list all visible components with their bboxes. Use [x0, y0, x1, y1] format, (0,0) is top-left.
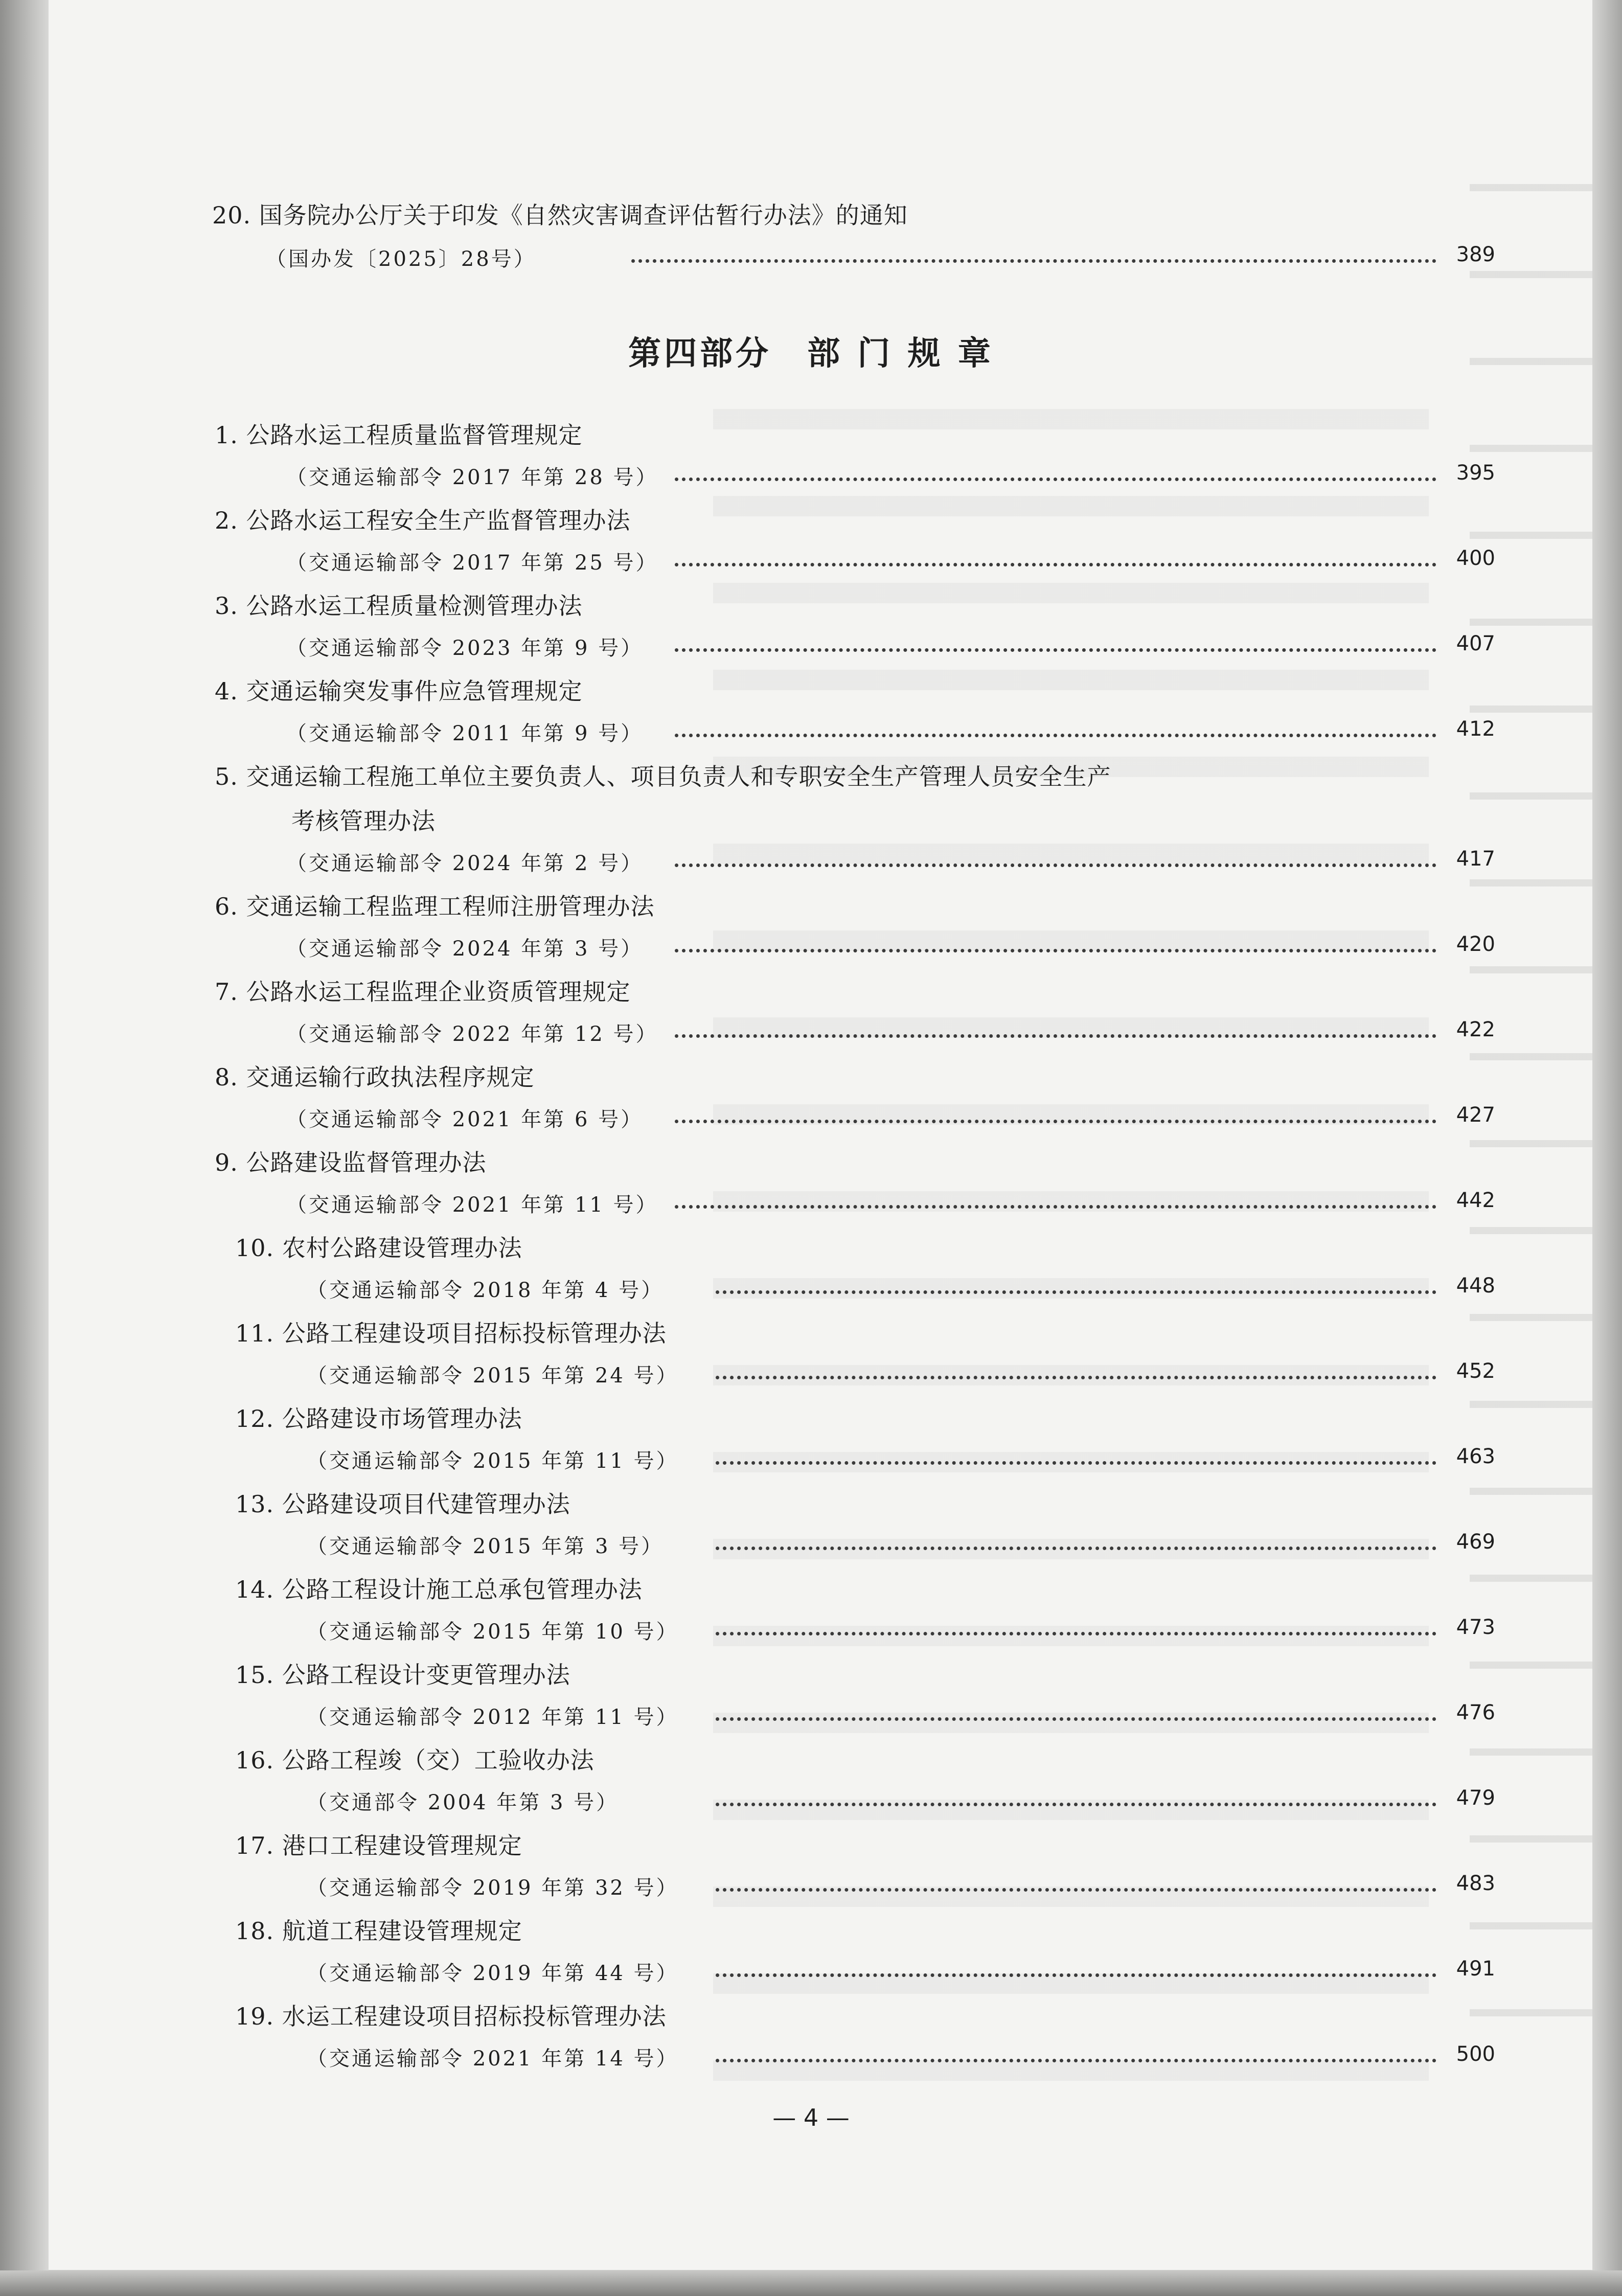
toc-entry-title: 18. 航道工程建设管理规定: [235, 1917, 522, 1945]
toc-page-number: 469: [1456, 1530, 1495, 1554]
toc-leader-dots: [716, 1461, 1436, 1465]
toc-leader-dots: [675, 949, 1436, 952]
toc-page-number: 476: [1456, 1701, 1495, 1724]
toc-entry-doc-number: （交通运输部令 2017 年第 28 号）: [286, 466, 658, 489]
toc-entry-title: 3. 公路水运工程质量检测管理办法: [215, 592, 583, 620]
scan-shadow-bottom: [0, 2270, 1622, 2296]
toc-page-number: 463: [1456, 1445, 1495, 1468]
toc-entry-title: 17. 港口工程建设管理规定: [235, 1832, 522, 1859]
toc-entry-title: 20. 国务院办公厅关于印发《自然灾害调查评估暂行办法》的通知: [212, 201, 908, 229]
toc-entry-title: 1. 公路水运工程质量监督管理规定: [215, 421, 583, 449]
toc-entry-doc-number: （交通运输部令 2012 年第 11 号）: [307, 1706, 679, 1729]
toc-entry-title: 5. 交通运输工程施工单位主要负责人、项目负责人和专职安全生产管理人员安全生产: [215, 763, 1111, 790]
toc-entry-title: 6. 交通运输工程监理工程师注册管理办法: [215, 893, 655, 920]
toc-leader-dots: [675, 478, 1436, 481]
toc-page-number: 412: [1456, 717, 1495, 741]
toc-entry-doc-number: （交通运输部令 2015 年第 24 号）: [307, 1364, 679, 1388]
toc-page-number: 500: [1456, 2042, 1495, 2066]
toc-leader-dots: [631, 259, 1436, 263]
toc-entry-title: 12. 公路建设市场管理办法: [235, 1405, 522, 1433]
toc-leader-dots: [716, 1290, 1436, 1294]
toc-entry-doc-number: （交通运输部令 2021 年第 6 号）: [286, 1108, 644, 1131]
toc-page-number: 400: [1456, 547, 1495, 570]
toc-leader-dots: [675, 1120, 1436, 1123]
toc-entry-title: 19. 水运工程建设项目招标投标管理办法: [235, 2003, 667, 2030]
toc-leader-dots: [675, 1205, 1436, 1209]
toc-page-number: 473: [1456, 1616, 1495, 1639]
toc-leader-dots: [716, 2059, 1436, 2062]
toc-entry-doc-number: （交通运输部令 2015 年第 11 号）: [307, 1449, 679, 1473]
toc-entry-title: 8. 交通运输行政执法程序规定: [215, 1063, 535, 1091]
toc-entry-doc-number: （交通运输部令 2019 年第 44 号）: [307, 1962, 679, 1985]
toc-entry-doc-number: （交通运输部令 2024 年第 3 号）: [286, 937, 644, 961]
toc-entry-title-continued: 考核管理办法: [291, 807, 436, 835]
toc-entry-doc-number: （交通运输部令 2017 年第 25 号）: [286, 551, 658, 575]
toc-entry-title: 13. 公路建设项目代建管理办法: [235, 1490, 570, 1518]
toc-entry-doc-number: （交通运输部令 2023 年第 9 号）: [286, 636, 644, 660]
toc-entry-title: 14. 公路工程设计施工总承包管理办法: [235, 1576, 643, 1603]
section-heading: 第四部分 部 门 规 章: [628, 335, 994, 373]
toc-leader-dots: [675, 734, 1436, 737]
toc-leader-dots: [716, 1632, 1436, 1635]
toc-entry-doc-number: （国办发〔2025〕28号）: [266, 247, 536, 271]
toc-page-number: 422: [1456, 1018, 1495, 1041]
toc-entry-doc-number: （交通运输部令 2024 年第 2 号）: [286, 852, 644, 875]
toc-entry-title: 11. 公路工程建设项目招标投标管理办法: [235, 1320, 667, 1347]
bleed-through-texture-faint: [713, 409, 1429, 2096]
toc-leader-dots: [716, 1803, 1436, 1806]
page-footer-number: — 4 —: [772, 2104, 850, 2131]
toc-entry-title: 15. 公路工程设计变更管理办法: [235, 1661, 570, 1689]
toc-entry-title: 9. 公路建设监督管理办法: [215, 1149, 487, 1176]
toc-entry-doc-number: （交通运输部令 2015 年第 10 号）: [307, 1620, 679, 1644]
toc-page-number: 491: [1456, 1957, 1495, 1981]
toc-leader-dots: [716, 1547, 1436, 1550]
toc-leader-dots: [675, 563, 1436, 566]
toc-page-number: 483: [1456, 1872, 1495, 1895]
toc-entry-title: 4. 交通运输突发事件应急管理规定: [215, 677, 583, 705]
toc-leader-dots: [675, 648, 1436, 652]
toc-entry-title: 10. 农村公路建设管理办法: [235, 1234, 522, 1262]
toc-leader-dots: [716, 1717, 1436, 1721]
toc-entry-doc-number: （交通部令 2004 年第 3 号）: [307, 1791, 619, 1814]
toc-leader-dots: [716, 1973, 1436, 1977]
toc-entry-title: 16. 公路工程竣（交）工验收办法: [235, 1746, 595, 1774]
toc-page-number: 448: [1456, 1274, 1495, 1298]
toc-page-number: 417: [1456, 847, 1495, 871]
toc-entry-title: 2. 公路水运工程安全生产监督管理办法: [215, 507, 631, 534]
toc-page-number: 442: [1456, 1189, 1495, 1212]
toc-entry-title: 7. 公路水运工程监理企业资质管理规定: [215, 978, 631, 1006]
toc-leader-dots: [716, 1376, 1436, 1379]
toc-entry-doc-number: （交通运输部令 2015 年第 3 号）: [307, 1535, 664, 1558]
toc-page-number: 479: [1456, 1786, 1495, 1810]
toc-entry-doc-number: （交通运输部令 2021 年第 14 号）: [307, 2047, 679, 2071]
toc-page-number: 420: [1456, 933, 1495, 956]
toc-page-number: 389: [1456, 243, 1495, 266]
toc-leader-dots: [716, 1888, 1436, 1892]
toc-leader-dots: [675, 1034, 1436, 1038]
toc-leader-dots: [675, 863, 1436, 867]
toc-entry-doc-number: （交通运输部令 2021 年第 11 号）: [286, 1193, 658, 1217]
toc-entry-doc-number: （交通运输部令 2022 年第 12 号）: [286, 1022, 658, 1046]
toc-entry-doc-number: （交通运输部令 2019 年第 32 号）: [307, 1876, 679, 1900]
toc-entry-doc-number: （交通运输部令 2018 年第 4 号）: [307, 1279, 664, 1302]
toc-page-number: 395: [1456, 461, 1495, 485]
toc-page-number: 452: [1456, 1359, 1495, 1383]
toc-entry-doc-number: （交通运输部令 2011 年第 9 号）: [286, 722, 644, 745]
toc-page-number: 407: [1456, 632, 1495, 655]
toc-page-number: 427: [1456, 1103, 1495, 1127]
